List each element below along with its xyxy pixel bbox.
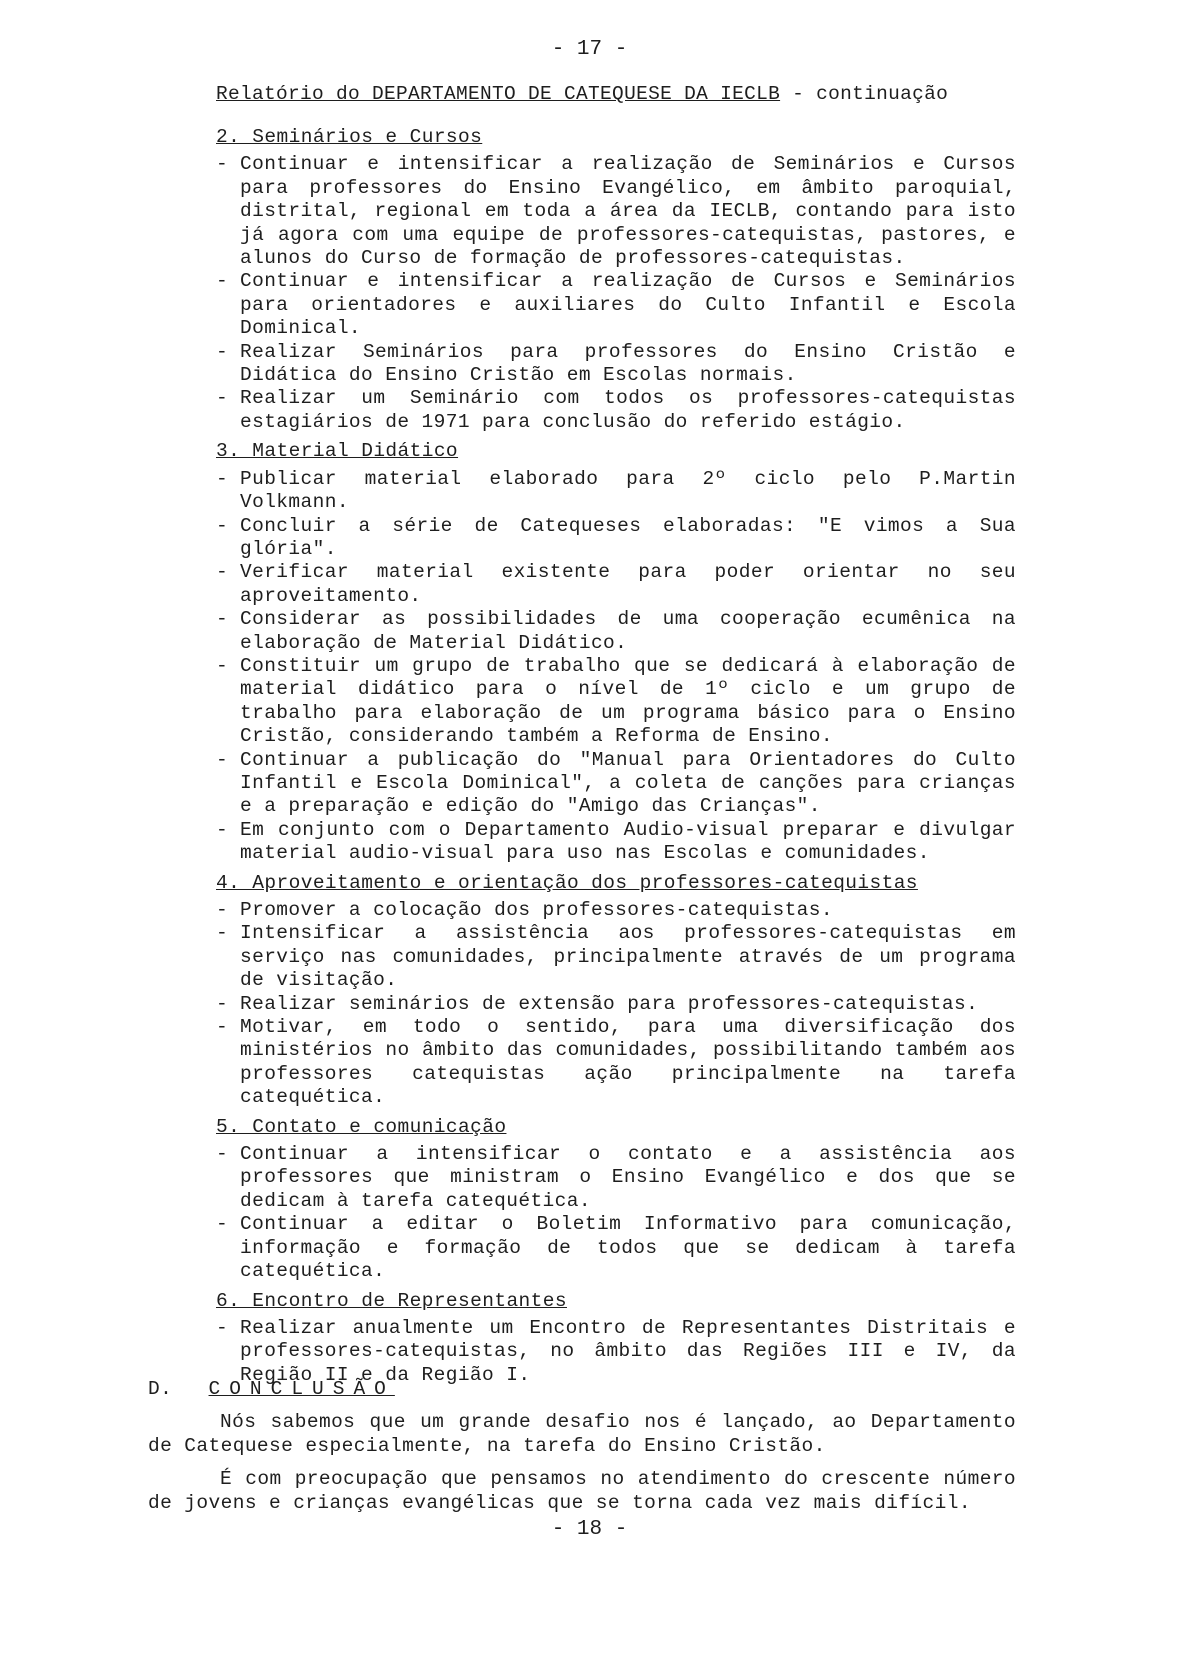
list-item-text: Continuar e intensificar a realização de Cursos e Seminários para orientadores e auxiliares do Culto Infantil e Escola Dominical. [240,270,1016,340]
section-title: 5. Contato e comunicação [216,1115,507,1138]
bullet-dash: - [216,608,229,631]
list-item [216,1317,1016,1387]
section-title: 3. Material Didático [216,440,459,463]
list-item-text: Constituir um grupo de trabalho que se dedicará à elaboração de material didático para o nível de 1º ciclo e um grupo de trabalho para elaboração de um programa básico para o Ensino Cristão, considerando também a Reforma de Ensino. [240,654,1016,748]
list-item [216,270,1016,340]
list-item [216,819,1016,866]
report-title: Relatório do DEPARTAMENTO DE CATEQUESE DA IECLB [216,83,781,105]
list-item [216,341,1016,388]
page-number-top: - 17 - [551,38,628,61]
section-title: 2. Seminários e Cursos [216,126,483,148]
list-item [216,153,1016,270]
bullet-dash: - [216,1316,229,1339]
bullet-dash: - [216,340,229,363]
list-item-text: Verificar material existente para poder orientar no seu aproveitamento. [240,561,1016,607]
list-item-text: Continuar a intensificar o contato e a assistência aos professores que ministram o Ensino Evangélico e dos que se dedicam à tarefa catequética. [240,1143,1016,1212]
section-title: 6. Encontro de Representantes [216,1289,567,1312]
bullet-dash: - [216,818,229,841]
conclusion-section [148,1378,1016,1515]
list-item [216,899,1016,922]
bullet-dash: - [216,748,229,771]
list-item-text: Realizar um Seminário com todos os professores-catequistas estagiários de 1971 para conclusão do referido estágio. [240,387,1016,433]
list-item-text: Realizar seminários de extensão para professores-catequistas. [240,992,979,1015]
list-item [216,1016,1016,1110]
bullet-dash: - [216,153,229,176]
bullet-dash: - [216,922,229,945]
conclusion-heading [148,1378,1016,1401]
list-item-text: Motivar, em todo o sentido, para uma diversificação dos ministérios no âmbito das comunidades, possibilitando também aos professores catequistas ação principalmente na tarefa catequética. [240,1016,1016,1109]
bullet-dash: - [216,387,229,410]
list-item-text: Concluir a série de Catequeses elaboradas: "E vimos a Sua glória". [240,514,1016,560]
bullet-dash: - [216,654,229,677]
bullet-dash: - [216,514,229,537]
bullet-dash: - [216,1213,229,1236]
bullet-dash: - [216,899,229,921]
list-item [216,922,1016,992]
list-item [216,1143,1016,1213]
list-item [216,993,1016,1016]
list-item [216,387,1016,434]
list-item-text: Intensificar a assistência aos professores-catequistas em serviço nas comunidades, principalmente através de um programa de visitação. [240,922,1016,992]
bullet-dash: - [216,992,229,1015]
list-item [216,749,1016,819]
bullet-dash: - [216,270,229,293]
page-number-bottom: - 18 - [551,1518,628,1541]
list-item [216,468,1016,515]
list-item [216,561,1016,608]
list-item [216,515,1016,562]
bullet-dash: - [216,1016,229,1039]
list-item-text: Em conjunto com o Departamento Audio-visual preparar e divulgar material audio-visual para uso nas Escolas e comunidades. [240,818,1016,865]
report-title-suffix: - continuação [780,83,949,105]
report-header [216,83,948,105]
list-item-text: Continuar e intensificar a realização de Seminários e Cursos para professores do Ensino Evangélico, em âmbito paroquial, distrital, regional em toda a área da IECLB, contando para isto já agora com uma equipe de professores-catequistas, pastores, e alunos do Curso de formação de professores-catequistas. [240,153,1016,270]
sections-container [216,120,1016,1387]
list-item-text: Continuar a publicação do "Manual para Orientadores do Culto Infantil e Escola Dominical", a coleta de canções para crianças e a preparação e edição do "Amigo das Crianças". [240,748,1016,818]
list-item-text: Promover a colocação dos professores-catequistas. [240,899,833,921]
conclusion-letter: D. [148,1378,173,1400]
bullet-dash: - [216,561,229,584]
list-item-text: Considerar as possibilidades de uma cooperação ecumênica na elaboração de Material Didático. [240,608,1016,654]
bullet-dash: - [216,467,229,490]
conclusion-paragraph: É com preocupação que pensamos no atendimento do crescente número de jovens e crianças evangélicas que se torna cada vez mais difícil. [148,1468,1016,1514]
list-item-text: Realizar Seminários para professores do Ensino Cristão e Didática do Ensino Cristão em Escolas normais. [240,340,1016,387]
list-item-text: Continuar a editar o Boletim Informativo para comunicação, informação e formação de todos que se dedicam à tarefa catequética. [240,1213,1016,1283]
list-item [216,655,1016,749]
list-item [216,608,1016,655]
section-title: 4. Aproveitamento e orientação dos professores-catequistas [216,871,918,894]
list-item-text: Publicar material elaborado para 2º ciclo pelo P.Martin Volkmann. [240,467,1016,514]
conclusion-paragraph: Nós sabemos que um grande desafio nos é lançado, ao Departamento de Catequese especialmente, na tarefa do Ensino Cristão. [148,1411,1016,1457]
list-item-text: Realizar anualmente um Encontro de Representantes Distritais e professores-catequistas, no âmbito das Regiões III e IV, da Região II e da Região I. [240,1316,1016,1386]
conclusion-title: CONCLUSÃO [208,1378,395,1400]
list-item [216,1213,1016,1283]
bullet-dash: - [216,1143,229,1166]
